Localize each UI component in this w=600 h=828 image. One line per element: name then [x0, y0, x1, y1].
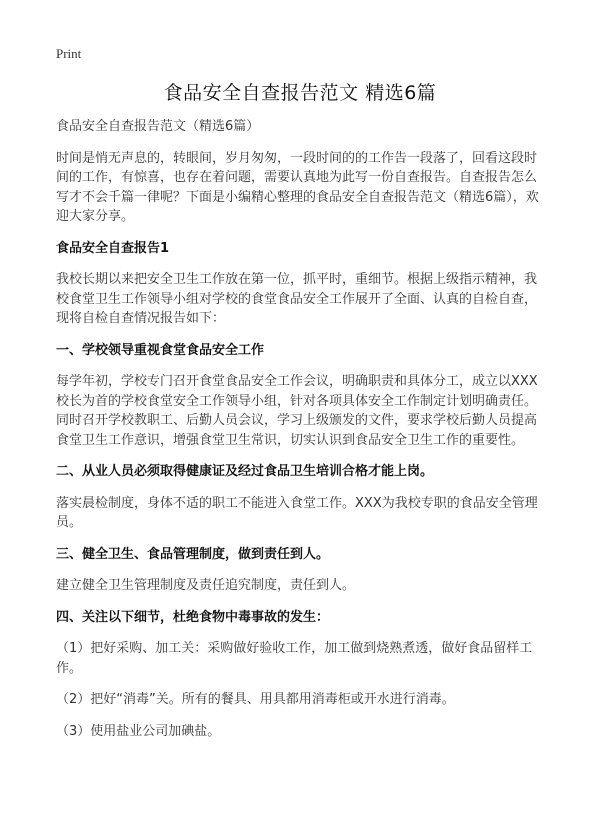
section-heading: 三、健全卫生、食品管理制度，做到责任到人。	[56, 546, 330, 562]
print-link[interactable]: Print	[56, 46, 82, 61]
section-heading: 四、关注以下细节，杜绝食物中毒事故的发生：	[56, 609, 330, 625]
report-heading: 食品安全自查报告1	[56, 240, 170, 256]
intro-paragraph: 时间是悄无声息的，转眼间，岁月匆匆，一段时间的的工作告一段落了，回看这段时间的工作，有惊喜，也存在着问题，需要认真地为此写一份自查报告。自查报告怎么写才不会千篇一律呢？下面是小编精心整理的食品安全自查报告范文（精选6篇），欢迎大家分享。	[56, 150, 539, 224]
section-heading: 二、从业人员必须取得健康证及经过食品卫生培训合格才能上岗。	[56, 464, 434, 479]
page-title: 食品安全自查报告范文 精选6篇	[163, 82, 437, 104]
section-heading: 一、学校领导重视食堂食品安全工作	[56, 342, 265, 358]
section-paragraph: 每学年初，学校专门召开食堂食品安全工作会议，明确职责和具体分工，成立以XXX校长为首的学校食堂安全工作领导小组，针对各项具体安全工作制定计划明确责任。同时召开学校教职工、后勤人员会议，学习上级颁发的文件，要求学校后勤人员提高食堂卫生工作意识，增强食堂卫生常识，切实认识到食品安全卫生工作的重要性。	[56, 374, 538, 448]
section-paragraph: 建立健全卫生管理制度及责任追究制度，责任到人。	[56, 578, 356, 593]
list-item: （2）把好“消毒”关。所有的餐具、用具都用消毒柜或开水进行消毒。	[56, 692, 455, 707]
list-item: （3）使用盐业公司加碘盐。	[56, 723, 221, 739]
section-paragraph: 落实晨检制度，身体不适的职工不能进入食堂工作。XXX为我校专职的食品安全管理员。	[56, 495, 538, 530]
article-subtitle: 食品安全自查报告范文（精选6篇）	[56, 119, 260, 134]
list-item: （1）把好采购、加工关：采购做好验收工作，加工做到烧熟煮透，做好食品留样工作。	[56, 641, 533, 676]
article-body	[56, 117, 546, 753]
report-intro-paragraph: 我校长期以来把安全卫生工作放在第一位，抓平时，重细节。根据上级指示精神，我校食堂卫生工作领导小组对学校的食堂食品安全工作展开了全面、认真的自检自查，现将自检自查情况报告如下：	[56, 272, 538, 326]
